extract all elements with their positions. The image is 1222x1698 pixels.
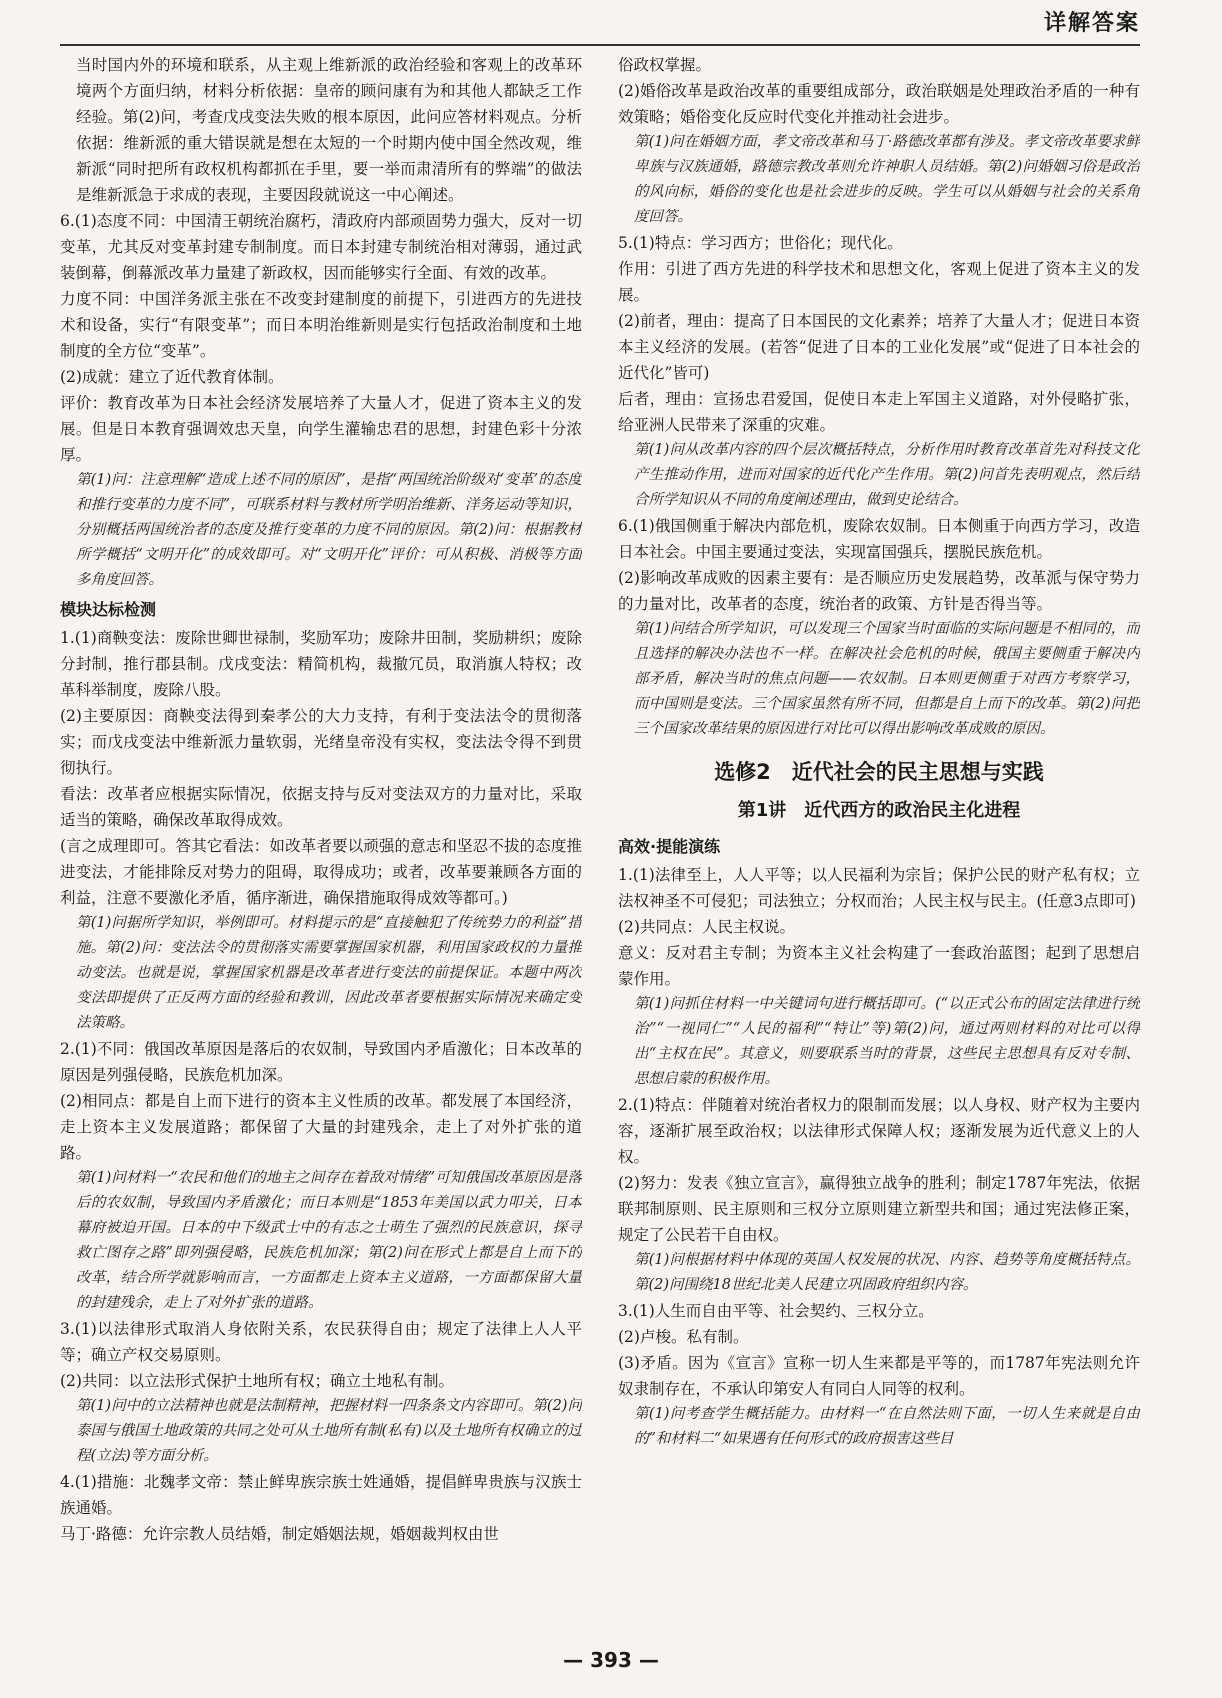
answer-text: 俗政权掌握。 <box>618 56 712 74</box>
answer-text: 6.(1)态度不同：中国清王朝统治腐朽，清政府内部顽固势力强大，反对一切变革，尤其反对变革封建专制制度。而日本封建专制统治相对薄弱，通过武装倒幕，倒幕派改革力量建了新政权，因而能够实行全面、有效的改革。 <box>60 212 582 282</box>
explanation-note: 第(1)问结合所学知识，可以发现三个国家当时面临的实际问题是不相同的，而且选择的解决办法也不一样。在解决社会危机的时候，俄国主要侧重于解决内部矛盾，解决当时的焦点问题——农奴制。日本则更侧重于对西方考察学习，而中国则是变法。三个国家虽然有所不同，但都是自上而下的改革。第(2)问把三个国家改革结果的原因进行对比可以得出影响改革成败的原因。 <box>634 621 1140 737</box>
answer-text: (2)影响改革成败的因素主要有：是否顺应历史发展趋势，改革派与保守势力的力量对比，改革者的态度，统治者的政策、方针是否得当等。 <box>618 569 1140 613</box>
answer-text: (2)共同点：人民主权说。 <box>618 918 795 936</box>
section-heading: 模块达标检测 <box>60 600 157 619</box>
answer-text: 马丁·路德：允许宗教人员结婚，制定婚姻法规，婚姻裁判权由世 <box>60 1525 499 1543</box>
page-number: — 393 — <box>563 1648 659 1672</box>
answer-text: 看法：改革者应根据实际情况，依据支持与反对变法双方的力量对比，采取适当的策略，确保改革取得成效。 <box>60 785 582 829</box>
chapter-title: 选修2 近代社会的民主思想与实践 <box>714 760 1044 784</box>
answer-text: 作用：引进了西方先进的科学技术和思想文化，客观上促进了资本主义的发展。 <box>618 260 1140 304</box>
answer-text: (2)相同点：都是自上而下进行的资本主义性质的改革。都发展了本国经济，走上资本主义发展道路；都保留了大量的封建残余，走上了对外扩张的道路。 <box>60 1092 582 1162</box>
answer-text: (2)努力：发表《独立宣言》，赢得独立战争的胜利；制定1787年宪法，依据联邦制原则、民主原则和三权分立原则建立新型共和国；通过宪法修正案，规定了公民若干自由权。 <box>618 1174 1140 1244</box>
answer-text: 评价：教育改革为日本社会经济发展培养了大量人才，促进了资本主义的发展。但是日本教育强调效忠天皇，向学生灌输忠君的思想，封建色彩十分浓厚。 <box>60 394 582 464</box>
answer-text: (3)矛盾。因为《宣言》宣称一切人生来都是平等的，而1787年宪法则允许奴隶制存在，不承认印第安人有同白人同等的权利。 <box>618 1354 1140 1398</box>
answer-text: (言之成理即可。答其它看法：如改革者要以顽强的意志和坚忍不拔的态度推进变法，才能排除反对势力的阻碍，取得成功；或者，改革要兼顾各方面的利益，注意不要激化矛盾，循序渐进，确保措施取得成效等都可。) <box>60 837 582 907</box>
explanation-note: 第(1)问在婚姻方面，孝文帝改革和马丁·路德改革都有涉及。孝文帝改革要求鲜卑族与汉族通婚，路德宗教改革则允许神职人员结婚。第(2)问婚姻习俗是政治的风向标，婚俗的变化也是社会进步的反映。学生可以从婚姻与社会的关系角度回答。 <box>634 134 1140 225</box>
answer-text: 当时国内外的环境和联系，从主观上维新派的政治经验和客观上的改革环境两个方面归纳，材料分析依据：皇帝的顾问康有为和其他人都缺乏工作经验。第(2)问，考查戊戌变法失败的根本原因，此问应答材料观点。分析依据：维新派的重大错误就是想在太短的一个时期内使中国全然改观，维新派“同时把所有政权机构都抓在手里，要一举而肃清所有的弊端”的做法是维新派急于求成的表现，主要因段就说这一中心阐述。 <box>76 56 582 204</box>
answer-text: 1.(1)商鞅变法：废除世卿世禄制，奖励军功；废除井田制，奖励耕织；废除分封制，推行郡县制。戊戌变法：精简机构，裁撤冗员，取消旗人特权；改革科举制度，废除八股。 <box>60 629 582 699</box>
answer-text: 6.(1)俄国侧重于解决内部危机，废除农奴制。日本侧重于向西方学习，改造日本社会。中国主要通过变法，实现富国强兵，摆脱民族危机。 <box>618 517 1140 561</box>
answer-text: 后者，理由：宣扬忠君爱国，促使日本走上军国主义道路，对外侵略扩张，给亚洲人民带来了深重的灾难。 <box>618 390 1140 434</box>
answer-text: 3.(1)以法律形式取消人身依附关系，农民获得自由；规定了法律上人人平等；确立产权交易原则。 <box>60 1320 582 1364</box>
answer-text: (2)成就：建立了近代教育体制。 <box>60 368 284 386</box>
explanation-note: 第(1)问抓住材料一中关键词句进行概括即可。(“以正式公布的固定法律进行统治”“一视同仁”“人民的福利”“特让”等)第(2)问，通过两则材料的对比可以得出“主权在民”。其意义，则要联系当时的背景，这些民主思想具有反对专制、思想启蒙的积极作用。 <box>634 996 1140 1087</box>
answer-text: (2)前者，理由：提高了日本国民的文化素养；培养了大量人才；促进日本资本主义经济的发展。(若答“促进了日本的工业化发展”或“促进了日本社会的近代化”皆可) <box>618 312 1140 382</box>
right-column <box>618 52 1140 1632</box>
explanation-note: 第(1)问根据材料中体现的英国人权发展的状况、内容、趋势等角度概括特点。第(2)问围绕18世纪北美人民建立巩固政府组织内容。 <box>634 1252 1140 1293</box>
answer-text: (2)主要原因：商鞅变法得到秦孝公的大力支持，有利于变法法令的贯彻落实；而戊戌变法中维新派力量软弱，光绪皇帝没有实权，变法法令得不到贯彻执行。 <box>60 707 582 777</box>
explanation-note: 第(1)问从改革内容的四个层次概括特点，分析作用时教育改革首先对科技文化产生推动作用，进而对国家的近代化产生作用。第(2)问首先表明观点，然后结合所学知识从不同的角度阐述理由，做到史论结合。 <box>634 442 1140 508</box>
explanation-note: 第(1)问：注意理解“造成上述不同的原因”，是指“两国统治阶级对‘变革’的态度和推行变革的力度不同”，可联系材料与教材所学明治维新、洋务运动等知识，分别概括两国统治者的态度及推行变革的力度不同的原因。第(2)问：根据教材所学概括“文明开化”的成效即可。对“文明开化”评价：可从积极、消极等方面多角度回答。 <box>76 472 582 588</box>
lecture-title: 第1讲 近代西方的政治民主化进程 <box>737 800 1021 821</box>
answer-text: 意义：反对君主专制；为资本主义社会构建了一套政治蓝图；起到了思想启蒙作用。 <box>618 944 1140 988</box>
left-column <box>60 52 582 1632</box>
section-heading: 高效·提能演练 <box>618 837 721 856</box>
answer-text: (2)共同：以立法形式保护土地所有权；确立土地私有制。 <box>60 1372 454 1390</box>
explanation-note: 第(1)问考查学生概括能力。由材料一“在自然法则下面，一切人生来就是自由的”和材料二“如果遇有任何形式的政府损害这些目 <box>634 1406 1140 1447</box>
explanation-note: 第(1)问材料一“农民和他们的地主之间存在着敌对情绪”可知俄国改革原因是落后的农奴制，导致国内矛盾激化；而日本则是“1853年美国以武力叩关，日本幕府被迫开国。日本的中下级武士中的有志之士萌生了强烈的民族意识，探寻救亡图存之路”即列强侵略，民族危机加深；第(2)问在形式上都是自上而下的改革，结合所学就影响而言，一方面都走上资本主义道路，一方面都保留大量的封建残余，走上了对外扩张的道路。 <box>76 1170 582 1311</box>
page-header <box>60 0 1140 46</box>
answer-text: (2)婚俗改革是政治改革的重要组成部分，政治联姻是处理政治矛盾的一种有效策略；婚俗变化反应时代变化并推动社会进步。 <box>618 82 1140 126</box>
explanation-note: 第(1)问据所学知识，举例即可。材料提示的是“直接触犯了传统势力的利益”措施。第(2)问：变法法令的贯彻落实需要掌握国家机器，利用国家政权的力量推动变法。也就是说，掌握国家机器是改革者进行变法的前提保证。本题中两次变法即提供了正反两方面的经验和教训，因此改革者要根据实际情况来确定变法策略。 <box>76 915 582 1031</box>
explanation-note: 第(1)问中的立法精神也就是法制精神，把握材料一四条条文内容即可。第(2)问泰国与俄国土地政策的共同之处可从土地所有制(私有)以及土地所有权确立的过程(立法)等方面分析。 <box>76 1398 582 1464</box>
answer-text: 力度不同：中国洋务派主张在不改变封建制度的前提下，引进西方的先进技术和设备，实行“有限变革”；而日本明治维新则是实行包括政治制度和土地制度的全方位“变革”。 <box>60 290 582 360</box>
answer-text: 2.(1)不同：俄国改革原因是落后的农奴制，导致国内矛盾激化；日本改革的原因是列强侵略，民族危机加深。 <box>60 1040 582 1084</box>
answer-text: 2.(1)特点：伴随着对统治者权力的限制而发展；以人身权、财产权为主要内容，逐渐扩展至政治权；以法律形式保障人权；逐渐发展为近代意义上的人权。 <box>618 1096 1140 1166</box>
header-title: 详解答案 <box>1043 11 1140 36</box>
answer-text: 5.(1)特点：学习西方；世俗化；现代化。 <box>618 234 903 252</box>
answer-text: 4.(1)措施：北魏孝文帝：禁止鲜卑族宗族士姓通婚，提倡鲜卑贵族与汉族士族通婚。 <box>60 1473 582 1517</box>
answer-text: 3.(1)人生而自由平等、社会契约、三权分立。 <box>618 1302 934 1320</box>
answer-text: (2)卢梭。私有制。 <box>618 1328 749 1346</box>
answer-text: 1.(1)法律至上，人人平等；以人民福利为宗旨；保护公民的财产私有权；立法权神圣不可侵犯；司法独立；分权而治；人民主权与民主。(任意3点即可) <box>618 866 1140 910</box>
